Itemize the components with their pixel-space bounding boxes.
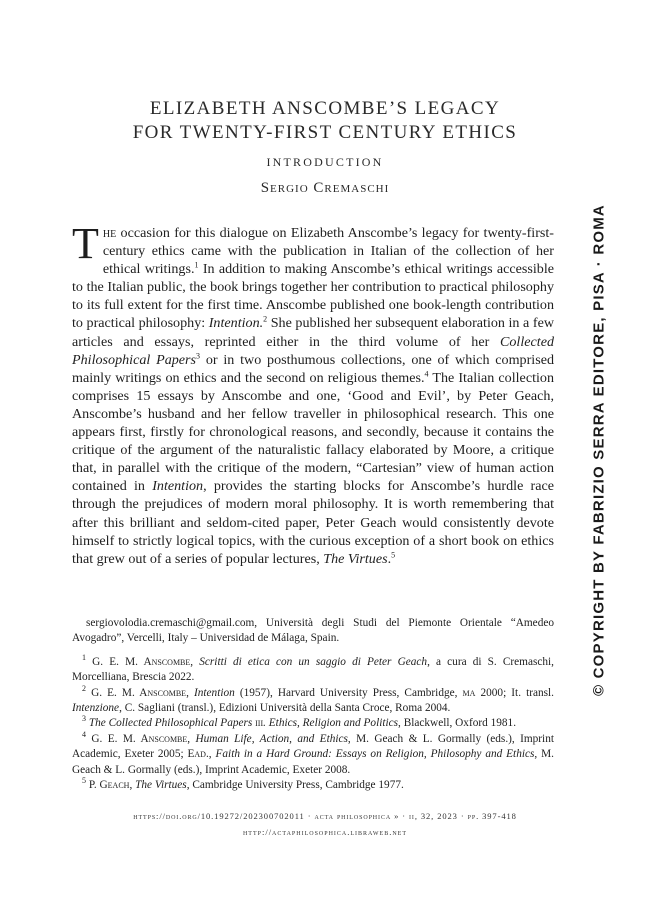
footnote-text: , M. Geach & L. Gormally (eds.), Imprint Academic, Exeter 2008. (72, 748, 554, 776)
footnote-author: G. E. M. Anscombe (92, 655, 191, 668)
collected-papers-title: Collected Philosophical Papers (72, 333, 554, 368)
footnote-title: . Ethics, Religion and Politics (263, 717, 399, 730)
footnote-author: G. E. M. Anscombe (91, 732, 188, 745)
body-text-run: She published her subsequent elaboration in a few articles and essays, reprinted either in the third volume of her (72, 315, 554, 350)
body-text-run: The Italian collection comprises 15 essays by Anscombe and one, ‘Good and Evil’, by Peter Geach, Anscombe’s husband and her fellow traveller in philosophical research. This one appears first, firstly for chronological reasons, and secondly, because it contains the critique of the argument of the naturalistic fallacy elaborated by Moore, a critique that, in parallel with the critique of the modern, “Cartesian” view of human action contained in (72, 369, 554, 495)
footnote-number: 5 (82, 776, 86, 786)
footnote-number: 1 (82, 653, 86, 663)
body-text-run: or in two posthumous collections, one of which comprised mainly writings on ethics and the second on religious themes. (72, 351, 554, 386)
doi-link[interactable]: https://doi.org/10.19272/202300702011 · acta philosophica » · ii, 32, 2023 · pp. 397-418 (133, 811, 517, 821)
author-name: Sergio Cremaschi (260, 180, 390, 196)
footnote-text: , a cura di S. Cremaschi, Morcelliana, Brescia 2022. (72, 655, 555, 684)
footnote-title: Scritti di etica con un saggio di Peter Geach (199, 655, 428, 668)
article-title (0, 97, 650, 145)
footnote-number: 4 (82, 730, 86, 740)
footnote-number: 3 (82, 714, 86, 724)
footnote-text: , C. Sagliani (transl.), Edizioni Università della Santa Croce, Roma 2004. (119, 702, 451, 715)
footnote-title: Intention (193, 686, 235, 699)
virtues-title: The Virtues (323, 550, 388, 567)
body-text-run: occasion for this dialogue on Elizabeth Anscombe’s legacy for twenty-first-century ethics came with the publication in Italian of the collection of her ethical writings. (102, 225, 554, 278)
footnote-title: Faith in a Hard Ground: Essays on Religion, Philosophy and Ethics (215, 748, 535, 761)
footnote-text: , Blackwell, Oxford 1981. (398, 717, 517, 730)
footnote-title: The Virtues (135, 779, 187, 792)
footnote-5: $^5$ P. Geach, The Virtues, Cambridge University Press, Cambridge 1977. (82, 776, 404, 792)
title-line-2: FOR TWENTY-FIRST CENTURY ETHICS (132, 122, 518, 143)
body-text-run: In addition to making Anscombe’s ethical writings accessible to the Italian public, the book brings together her contribution to practical philosophy to its full extent for the first time. Anscombe published one book-length contribution to practical philosophy: (72, 261, 554, 332)
footnote-2: $^2$ G. E. M. Anscombe, Intention (1957), Harvard University Press, Cambridge, ma 2000; It. transl. Intenzione, C. Sagliani (transl.), Edizioni Università della Santa Croce, Roma 2004. (72, 683, 555, 715)
footnote-ref-5[interactable]: 5 (391, 550, 396, 559)
footnote-ref-1[interactable]: 1 (194, 260, 199, 270)
footnote-ref-3[interactable]: 3 (196, 350, 201, 360)
footnote-author: P. Geach (88, 779, 130, 792)
footnote-volume: iii (255, 717, 264, 730)
footnote-ref-2[interactable]: 2 (263, 314, 268, 324)
footnote-title: Intenzione (72, 702, 120, 715)
footnote-3 (72, 716, 554, 731)
intention-title: Intention. (208, 315, 264, 332)
journal-url-link[interactable]: http://actaphilosophica.libraweb.net (242, 827, 408, 837)
footnote-4: $^4$ G. E. M. Anscombe, Human Life, Action, and Ethics, M. Geach & L. Gormally (eds.), Imprint Academic, Exeter 2005; Ead., Faith in a Hard Ground: Essays on Religion, Philosophy and Ethics, M. Geach & L. Gormally (eds.), Imprint Academic, Exeter 2008. (72, 730, 554, 776)
author-contact: sergiovolodia.cremaschi@gmail.com, Università degli Studi del Piemonte Orientale “Amedeo Avogadro”, Vercelli, Italy – Universidad de Málaga, Spain. (72, 617, 554, 645)
drop-cap: T (72, 219, 99, 268)
title-line-1: ELIZABETH ANSCOMBE’S LEGACY (149, 98, 501, 119)
introduction-paragraph (72, 219, 555, 568)
footnote-title: The Collected Philosophical Papers (88, 717, 253, 730)
footnote-title: Human Life, Action, and Ethics (195, 732, 348, 745)
footnote-author: Ead. (187, 748, 209, 761)
footnote-state: ma (462, 686, 476, 699)
footnotes (72, 616, 554, 793)
copyright-text: © COPYRIGHT BY FABRIZIO SERRA EDITORE, PISA · ROMA (590, 204, 608, 696)
intention-title: Intention (152, 478, 204, 495)
footnote-text: 2000; It. transl. (475, 686, 555, 699)
first-word: he (102, 225, 117, 241)
body-text-run: , provides the starting blocks for Anscombe’s hurdle race through the prejudices of modern moral philosophy. It is worth remembering that after this brilliant and seldom-cited paper, Peter Geach would consistently devote himself to strictly logical topics, with the curious exception of a short book on ethics that grew out of a series of popular lectures, (72, 478, 555, 567)
footnote-text: , M. Geach & L. Gormally (eds.), Imprint Academic, Exeter 2005; (72, 732, 554, 761)
footnote-ref-4[interactable]: 4 (424, 369, 429, 379)
footnote-text: , Cambridge University Press, Cambridge 1977. (186, 779, 404, 792)
footnote-text: (1957), Harvard University Press, Cambridge, (234, 686, 463, 699)
section-label: INTRODUCTION (266, 155, 384, 169)
footnote-author: G. E. M. Anscombe (91, 686, 187, 699)
footnote-number: 2 (82, 683, 86, 693)
body-text-run: . (387, 550, 392, 567)
footnote-1: $^1$ G. E. M. Anscombe, Scritti di etica con un saggio di Peter Geach, a cura di S. Cremaschi, Morcelliana, Brescia 2022. (72, 653, 555, 684)
